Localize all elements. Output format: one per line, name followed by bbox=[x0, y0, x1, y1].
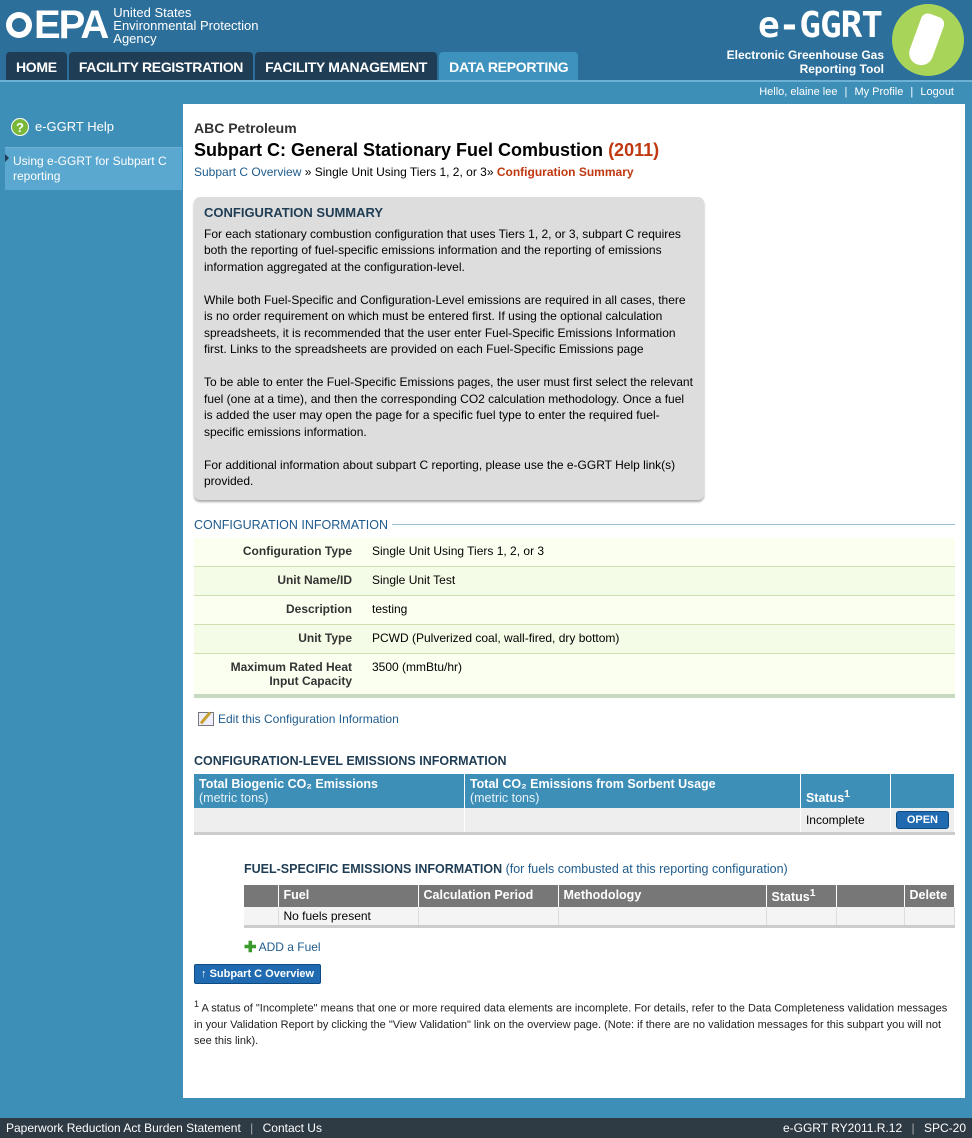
max-heat-input-label: Maximum Rated Heat Input Capacity bbox=[194, 654, 366, 697]
breadcrumb bbox=[194, 165, 955, 179]
config-type-label: Configuration Type bbox=[194, 538, 366, 567]
footnote-marker: 1 bbox=[194, 999, 200, 1010]
contact-us-link[interactable]: Contact Us bbox=[262, 1121, 322, 1135]
configuration-summary-box bbox=[194, 197, 704, 500]
configuration-information-title-text: CONFIGURATION INFORMATION bbox=[194, 517, 388, 532]
company-name: ABC Petroleum bbox=[194, 120, 297, 136]
empty-cell bbox=[766, 907, 836, 927]
page-title bbox=[194, 140, 955, 161]
add-fuel-link[interactable] bbox=[244, 938, 955, 956]
epa-logo[interactable] bbox=[6, 4, 259, 46]
max-heat-input-value: 3500 (mmBtu/hr) bbox=[366, 654, 955, 697]
user-greeting: Hello, elaine lee bbox=[759, 86, 838, 98]
status-footnote bbox=[194, 996, 955, 1049]
epa-mark: EPA bbox=[34, 3, 108, 47]
col-calculation-period: Calculation Period bbox=[418, 885, 558, 907]
tab-home[interactable]: HOME bbox=[6, 52, 67, 80]
main-nav bbox=[6, 52, 580, 80]
fuel-status-footnote-marker: 1 bbox=[809, 888, 816, 899]
action-cell bbox=[890, 808, 954, 834]
breadcrumb-current: Configuration Summary bbox=[496, 165, 634, 179]
edit-configuration-link[interactable] bbox=[194, 712, 955, 726]
col-fuel-status bbox=[766, 885, 836, 907]
header bbox=[0, 0, 972, 80]
epa-name-line2: Environmental Protection bbox=[113, 18, 259, 33]
description-value: testing bbox=[366, 596, 955, 625]
summary-paragraph-2: While both Fuel-Specific and Configuration-Level emissions are required in all cases, there is no order requirement on which must be entered first. If using the optional calculation spreadsheets, it is recommended that the user enter Fuel-Specific Emissions Information first. Links to the spreadsheets are provided on each Fuel-Specific Emissions page bbox=[204, 292, 686, 356]
sorbent-co2-value bbox=[464, 808, 800, 834]
footer bbox=[0, 1118, 972, 1138]
status-value: Incomplete bbox=[800, 808, 890, 834]
description-label: Description bbox=[194, 596, 366, 625]
empty-cell bbox=[244, 907, 278, 927]
empty-cell bbox=[904, 907, 955, 927]
breadcrumb-overview-link[interactable]: Subpart C Overview bbox=[194, 165, 302, 179]
col-methodology: Methodology bbox=[558, 885, 766, 907]
col-blank bbox=[244, 885, 278, 907]
footnote-text: A status of "Incomplete" means that one or more required data elements are incomplete. For details, refer to the Data Completeness validation messages in your Validation Report by clicking the "View Validation" link on the overview page. (Note: if there are no validation messages for this subpart you will not see this link). bbox=[194, 1002, 948, 1047]
table-row bbox=[194, 567, 955, 596]
subpart-c-overview-button[interactable] bbox=[194, 964, 321, 984]
table-row bbox=[194, 654, 955, 697]
col-status bbox=[800, 774, 890, 808]
configuration-emissions-title: CONFIGURATION-LEVEL EMISSIONS INFORMATION bbox=[194, 754, 507, 768]
col-status-label: Status bbox=[805, 791, 845, 805]
version-label: e-GGRT RY2011.R.12 bbox=[782, 1121, 903, 1135]
epa-agency-name bbox=[113, 6, 258, 45]
tab-data-reporting[interactable]: DATA REPORTING bbox=[439, 52, 578, 80]
add-plus-icon: ✚ bbox=[244, 939, 257, 957]
epa-name-line3: Agency bbox=[113, 31, 157, 46]
table-row bbox=[244, 907, 955, 927]
user-bar bbox=[0, 80, 972, 102]
configuration-information-table bbox=[194, 538, 955, 699]
eggrt-subtitle bbox=[724, 48, 884, 76]
col-biogenic-co2-label: Total Biogenic CO₂ Emissions bbox=[199, 777, 378, 791]
sidebar-item-subpart-c-help[interactable]: Using e-GGRT for Subpart C reporting bbox=[5, 148, 182, 190]
up-arrow-icon: ↑ bbox=[201, 968, 207, 981]
edit-pencil-icon bbox=[198, 712, 214, 726]
open-button[interactable]: OPEN bbox=[896, 811, 949, 829]
footer-right bbox=[783, 1118, 966, 1138]
biogenic-co2-value bbox=[194, 808, 464, 834]
unit-name-label: Unit Name/ID bbox=[194, 567, 366, 596]
breadcrumb-sep: » bbox=[304, 165, 312, 179]
fuel-emissions-title bbox=[244, 861, 955, 877]
help-icon: ? bbox=[11, 118, 29, 136]
separator: | bbox=[250, 1121, 254, 1135]
page-title-text: Subpart C: General Stationary Fuel Combustion bbox=[194, 140, 604, 160]
eggrt-subtitle-line2: Reporting Tool bbox=[799, 62, 884, 76]
separator: | bbox=[844, 86, 848, 98]
col-fuel-status-label: Status bbox=[771, 890, 810, 905]
separator: | bbox=[910, 86, 914, 98]
col-delete: Delete bbox=[904, 885, 955, 907]
page-code: SPC-20 bbox=[923, 1121, 966, 1135]
col-fuel-action bbox=[836, 885, 904, 907]
summary-paragraph-4: For additional information about subpart C reporting, please use the e-GGRT Help link(s) provided. bbox=[204, 457, 676, 488]
table-header-row bbox=[244, 885, 955, 907]
empty-cell bbox=[836, 907, 904, 927]
separator: | bbox=[911, 1121, 915, 1135]
table-row bbox=[194, 596, 955, 625]
eggrt-title: e-GGRT bbox=[757, 5, 882, 46]
col-biogenic-co2 bbox=[194, 774, 464, 808]
col-biogenic-co2-unit: (metric tons) bbox=[199, 791, 269, 805]
col-sorbent-co2-label: Total CO₂ Emissions from Sorbent Usage bbox=[469, 777, 716, 791]
eggrt-logo bbox=[726, 4, 964, 78]
fuel-emissions-section bbox=[244, 861, 955, 956]
config-type-value: Single Unit Using Tiers 1, 2, or 3 bbox=[366, 538, 955, 567]
sidebar-help-label: e-GGRT Help bbox=[35, 119, 114, 134]
subpart-c-overview-label[interactable]: Subpart C Overview bbox=[209, 968, 315, 981]
status-footnote-marker: 1 bbox=[844, 788, 850, 800]
unit-type-label: Unit Type bbox=[194, 625, 366, 654]
col-sorbent-co2 bbox=[464, 774, 800, 808]
col-fuel: Fuel bbox=[278, 885, 418, 907]
edit-configuration-label[interactable]: Edit this Configuration Information bbox=[218, 712, 399, 726]
empty-cell bbox=[418, 907, 558, 927]
burden-statement-link[interactable]: Paperwork Reduction Act Burden Statement bbox=[6, 1121, 241, 1135]
summary-paragraph-3: To be able to enter the Fuel-Specific Emissions pages, the user must first select the relevant fuel (one at a time), and then the corresponding CO2 calculation methodology. Once a fuel is added the user may open the page for a specific fuel type to enter the required fuel-specific emissions information. bbox=[204, 375, 693, 439]
no-fuels-message: No fuels present bbox=[278, 907, 418, 927]
unit-type-value: PCWD (Pulverized coal, wall-fired, dry bottom) bbox=[366, 625, 955, 654]
eggrt-subtitle-line1: Electronic Greenhouse Gas bbox=[726, 48, 884, 62]
main-content bbox=[183, 104, 965, 1098]
fuel-emissions-title-text: FUEL-SPECIFIC EMISSIONS INFORMATION bbox=[244, 862, 503, 876]
logout-link[interactable]: Logout bbox=[920, 86, 954, 98]
empty-cell bbox=[558, 907, 766, 927]
summary-paragraph-1: For each stationary combustion configuration that uses Tiers 1, 2, or 3, subpart C requires both the reporting of fuel-specific emissions information and the reporting of emissions information aggregated at the configuration-level. bbox=[204, 226, 681, 274]
add-fuel-label[interactable]: ADD a Fuel bbox=[258, 940, 321, 955]
my-profile-link[interactable]: My Profile bbox=[854, 86, 904, 98]
configuration-emissions-table bbox=[194, 774, 955, 835]
footer-left bbox=[6, 1118, 322, 1138]
tab-facility-management[interactable]: FACILITY MANAGEMENT bbox=[255, 52, 437, 80]
epa-name-line1: United States bbox=[113, 5, 192, 20]
summary-heading: CONFIGURATION SUMMARY bbox=[204, 205, 384, 220]
table-row bbox=[194, 625, 955, 654]
epa-seal-icon bbox=[6, 12, 32, 38]
reporting-year: (2011) bbox=[608, 140, 660, 160]
fuel-emissions-table bbox=[244, 885, 955, 928]
configuration-information-title bbox=[194, 518, 955, 532]
unit-name-value: Single Unit Test bbox=[366, 567, 955, 596]
col-action bbox=[890, 774, 954, 808]
breadcrumb-middle: Single Unit Using Tiers 1, 2, or 3 bbox=[314, 165, 487, 179]
egret-bird-icon bbox=[892, 4, 964, 76]
tab-facility-registration[interactable]: FACILITY REGISTRATION bbox=[69, 52, 253, 80]
fuel-emissions-note: (for fuels combusted at this reporting configuration) bbox=[505, 862, 788, 876]
sidebar bbox=[5, 106, 182, 190]
col-sorbent-co2-unit: (metric tons) bbox=[469, 791, 540, 805]
table-header-row bbox=[194, 774, 955, 808]
breadcrumb-sep: » bbox=[486, 165, 494, 179]
table-row bbox=[194, 808, 955, 834]
sidebar-help-header bbox=[5, 106, 182, 148]
table-row bbox=[194, 538, 955, 567]
